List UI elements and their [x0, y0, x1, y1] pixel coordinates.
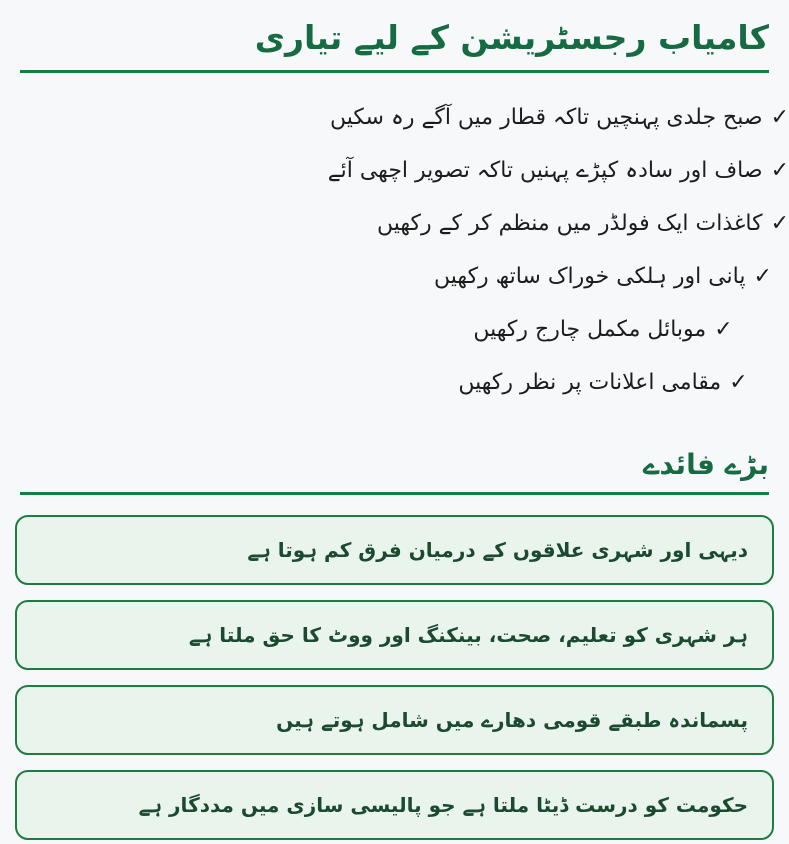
header-divider	[20, 70, 769, 73]
page-title: کامیاب رجسٹریشن کے لیے تیاری	[254, 18, 769, 57]
benefit-box	[15, 515, 774, 585]
list-item	[417, 356, 789, 409]
benefit-box	[15, 600, 774, 670]
list-item-text: مقامی اعلانات پر نظر رکھیں	[458, 369, 722, 395]
check-icon: ✓	[770, 104, 789, 130]
list-item-text: پانی اور ہلکی خوراک ساتھ رکھیں	[434, 263, 746, 289]
preparation-checklist	[327, 91, 789, 409]
check-icon: ✓	[753, 263, 772, 289]
benefit-box	[15, 770, 774, 840]
benefit-box	[15, 685, 774, 755]
list-item	[417, 250, 789, 303]
list-item	[417, 303, 789, 356]
list-item	[329, 91, 789, 144]
benefit-text: پسماندہ طبقے قومی دھارے میں شامل ہوتے ہیں	[276, 708, 748, 733]
list-item-text: صاف اور سادہ کپڑے پہنیں تاکہ تصویر اچھی آئے	[327, 157, 763, 183]
benefit-text: دیہی اور شہری علاقوں کے درمیان فرق کم ہوتا ہے	[247, 538, 748, 563]
check-icon: ✓	[770, 157, 789, 183]
benefit-text: حکومت کو درست ڈیٹا ملتا ہے جو پالیسی سازی میں مددگار ہے	[138, 793, 748, 818]
check-icon: ✓	[770, 210, 789, 236]
list-item-text: کاغذات ایک فولڈر میں منظم کر کے رکھیں	[376, 210, 763, 236]
benefit-text: ہر شہری کو تعلیم، صحت، بینکنگ اور ووٹ کا حق ملتا ہے	[188, 623, 748, 648]
benefits-title: بڑے فائدے	[642, 447, 769, 481]
benefits-divider	[20, 492, 769, 495]
list-item-text: صبح جلدی پہنچیں تاکہ قطار میں آگے رہ سکیں	[329, 104, 763, 130]
list-item	[327, 144, 789, 197]
benefits-list	[15, 515, 774, 840]
check-icon: ✓	[729, 369, 748, 395]
list-item	[376, 197, 789, 250]
check-icon: ✓	[714, 316, 733, 342]
list-item-text: موبائل مکمل چارج رکھیں	[473, 316, 707, 342]
